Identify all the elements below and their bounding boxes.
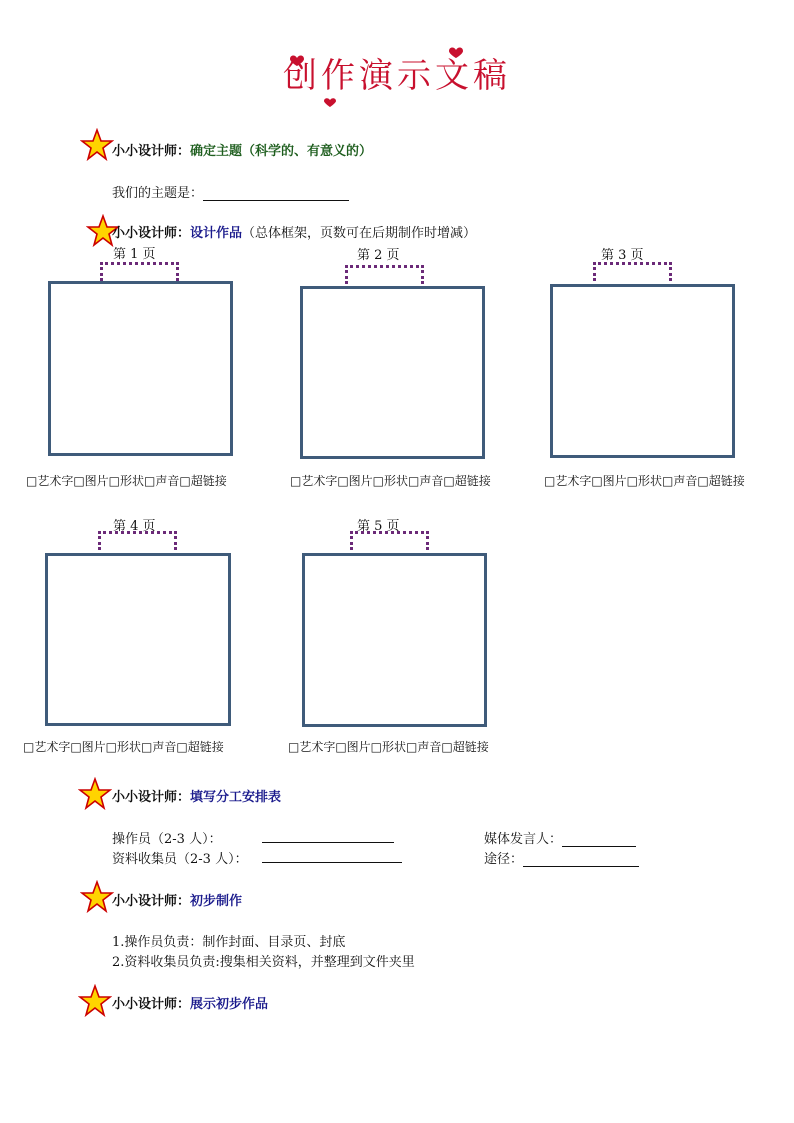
- page-checks-2[interactable]: □艺术字□图片□形状□声音□超链接: [290, 474, 491, 488]
- media-label: 媒体发言人：: [484, 832, 563, 847]
- page-label-4: 第 4 页: [113, 519, 156, 534]
- produce-line-1: 1.操作员负责：制作封面、目录页、封底: [112, 935, 346, 950]
- page-tab-5: [350, 531, 429, 550]
- page-frame-3[interactable]: [550, 284, 735, 458]
- heading-label: 确定主题（科学的、有意义的）: [190, 144, 373, 159]
- operator-line: [112, 828, 222, 847]
- theme-line: [112, 182, 349, 201]
- page-checks-5[interactable]: □艺术字□图片□形状□声音□超链接: [288, 740, 489, 754]
- heading-lead: 小小设计师：: [112, 997, 191, 1012]
- page-tab-3: [593, 262, 672, 281]
- route-blank[interactable]: [523, 852, 639, 867]
- heading-label: 初步制作: [190, 894, 243, 909]
- page-tab-4: [98, 531, 177, 550]
- page-frame-4[interactable]: [45, 553, 231, 726]
- heart-decoration: [324, 98, 336, 107]
- heading-label: 展示初步作品: [190, 997, 269, 1012]
- page-title: 创作演示文稿: [283, 56, 511, 96]
- page-checks-3[interactable]: □艺术字□图片□形状□声音□超链接: [544, 474, 745, 488]
- page-label-5: 第 5 页: [357, 519, 400, 534]
- page-frame-2[interactable]: [300, 286, 485, 459]
- operator-blank[interactable]: [262, 828, 394, 843]
- page-checks-4[interactable]: □艺术字□图片□形状□声音□超链接: [23, 740, 224, 754]
- section-heading-show: [112, 993, 268, 1012]
- theme-blank[interactable]: [203, 186, 349, 201]
- heading-lead: 小小设计师：: [112, 144, 191, 159]
- heading-lead: 小小设计师：: [112, 790, 191, 805]
- page-frame-1[interactable]: [48, 281, 233, 456]
- page-checks-1[interactable]: □艺术字□图片□形状□声音□超链接: [26, 474, 227, 488]
- media-blank[interactable]: [562, 832, 636, 847]
- produce-line-2: 2.资料收集员负责:搜集相关资料，并整理到文件夹里: [112, 955, 415, 970]
- heading-note: （总体框架，页数可在后期制作时增减）: [242, 226, 477, 241]
- page-tab-2: [345, 265, 424, 284]
- page-tab-1: [100, 262, 179, 281]
- section-heading-produce: [112, 890, 242, 909]
- media-line: [484, 828, 636, 847]
- section-heading-theme: [112, 140, 372, 159]
- page-label-3: 第 3 页: [601, 248, 644, 263]
- route-line: [484, 848, 639, 867]
- collector-label: 资料收集员（2-3 人）：: [112, 852, 248, 867]
- section-heading-design: [112, 222, 476, 241]
- heading-lead: 小小设计师：: [112, 894, 191, 909]
- star-icon: [80, 128, 114, 162]
- page-label-2: 第 2 页: [357, 248, 400, 263]
- page-frame-5[interactable]: [302, 553, 487, 727]
- heading-label: 填写分工安排表: [190, 790, 282, 805]
- theme-prompt: 我们的主题是：: [112, 186, 204, 201]
- collector-line: [112, 848, 248, 867]
- heading-label: 设计作品: [190, 226, 243, 241]
- section-heading-division: [112, 786, 281, 805]
- star-icon: [78, 777, 112, 811]
- page-label-1: 第 1 页: [113, 247, 156, 262]
- star-icon: [80, 880, 114, 914]
- collector-blank[interactable]: [262, 848, 402, 863]
- heading-lead: 小小设计师：: [112, 226, 191, 241]
- star-icon: [78, 984, 112, 1018]
- operator-label: 操作员（2-3 人）：: [112, 832, 222, 847]
- route-label: 途径：: [484, 852, 524, 867]
